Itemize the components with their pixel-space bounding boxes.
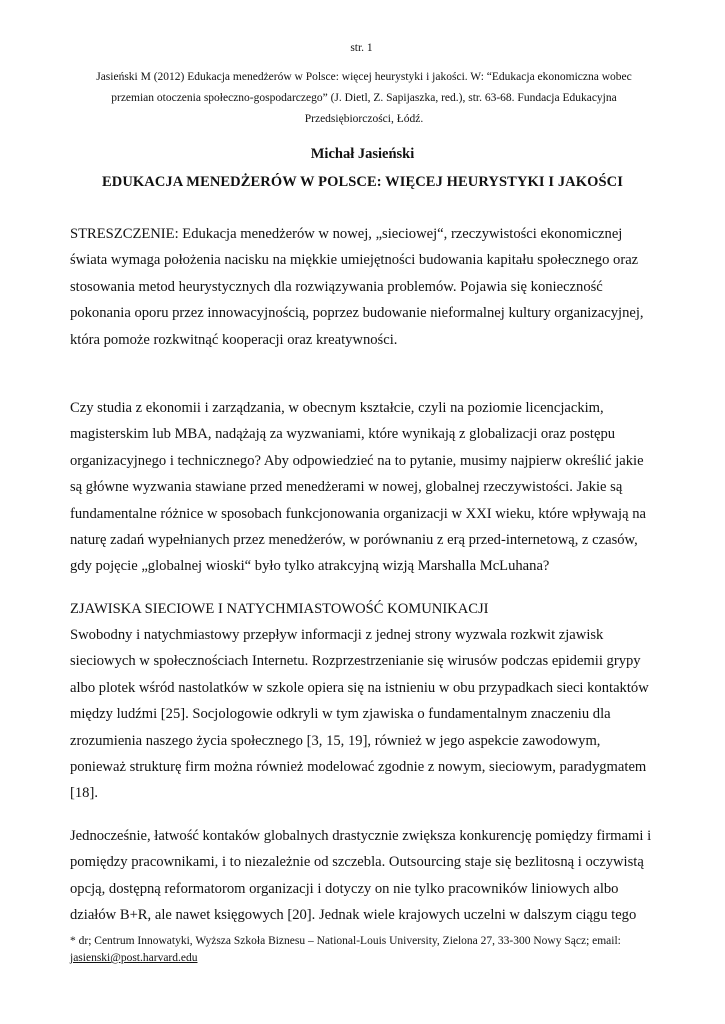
abstract-line: STRESZCZENIE: Edukacja menedżerów w nowej, „sieciowej“, rzeczywistości ekonomicznej [70,226,623,242]
author-name: Michał Jasieński [310,146,415,162]
paragraph-line: albo plotek wśród nastolatków w szkole opiera się na istnieniu w obu przypadkach sieci kontaktów [70,679,649,696]
paragraph-line: gdy pojęcie „globalnej wioski“ było tylko atrakcyjną wizją Marshalla McLuhana? [70,558,550,575]
paragraph-line: Jednocześnie, łatwość kontaków globalnych drastycznie zwiększa konkurencję pomiędzy firmami i [70,828,652,844]
paragraph-line: Czy studia z ekonomii i zarządzania, w obecnym kształcie, czyli na poziomie licencjackim, [70,400,604,416]
page-number [0,42,725,54]
paragraph-line: Swobodny i natychmiastowy przepływ informacji z jednej strony wyzwala rozkwit zjawisk [70,627,604,643]
paragraph-line: sieciowych w społecznościach Internetu. Rozprzestrzenianie się wirusów podczas epidemii grypy [70,653,641,670]
abstract-line: świata wymaga położenia nacisku na miękkie umiejętności budowania kapitału społecznego oraz [70,252,639,269]
paragraph-line: organizacyjnego i technicznego? Aby odpowiedzieć na to pytanie, musimy najpierw określić jakie [70,452,644,469]
paragraph-line: są główne wyzwania stawiane przed menedżerami w nowej, globalnej rzeczywistości. Jakie są [70,479,623,496]
citation-line: Jasieński M (2012) Edukacja menedżerów w Polsce: więcej heurystyki i jakości. W: “Edukacja ekonomiczna wobec [96,71,632,83]
section-heading: ZJAWISKA SIECIOWE I NATYCHMIASTOWOŚĆ KOMUNIKACJI [70,601,489,617]
citation-line: przemian otoczenia społeczno-gospodarczego” (J. Dietl, Z. Sapijaszka, red.), str. 63-68. Fundacja Edukacyjna [111,92,617,104]
paragraph-line: magisterskim lub MBA, nadążają za wyzwaniami, które wynikają z globalizacji oraz postępu [70,426,616,443]
paragraph-line: zrozumienia naszego życia społecznego [3, 15, 19], również w jego aspekcie zawodowym, [70,732,601,749]
section-paragraph-1 [70,622,658,807]
citation [70,67,658,130]
section-paragraph-2 [70,823,658,929]
paragraph-line: działów B+R, ale nawet księgowych [20]. Jednak wiele krajowych uczelni w dalszym ciągu tego [70,907,637,924]
abstract-line: stosowania metod heurystycznych dla rozwiązywania problemów. Pojawia się konieczność [70,278,603,295]
paragraph-line: [18]. [70,785,98,802]
abstract [70,221,658,353]
footnote [70,933,660,967]
intro-paragraph [70,395,658,580]
paragraph-line: opcją, dostępną reformatorom organizacji i dotyczy on nie tylko pracowników liniowych albo [70,880,619,897]
paragraph-line: pomiędzy pracownikami, i to niezależnie od szczebla. Outsourcing staje się bezlitosną i oczywistą [70,854,644,871]
paragraph-line: między ludźmi [25]. Socjologowie odkryli w tym zjawiska o fundamentalnym znaczeniu dla [70,706,611,723]
abstract-line: pokonania oporu przez innowacyjnością, poprzez budowanie nieformalnej kultury organizacyjnej, [70,305,644,322]
page-number-text: str. 1 [350,42,373,54]
paragraph-line: naturę zadań wypełnianych przez menedżerów, w porównaniu z erą przed-internetową, z czasów, [70,532,638,549]
article-title: EDUKACJA MENEDŻERÓW W POLSCE: WIĘCEJ HEURYSTYKI I JAKOŚCI [102,174,623,190]
citation-line: Przedsiębiorczości, Łódź. [304,113,424,125]
footnote-email-link[interactable]: jasienski@post.harvard.edu [70,952,198,964]
footnote-affiliation: * dr; Centrum Innowatyki, Wyższa Szkoła Biznesu – National-Louis University, Zielona 27, 33-300 Nowy Sącz; email: [70,935,621,947]
abstract-line: która pomoże rozkwitnąć kooperacji oraz kreatywności. [70,331,398,348]
paragraph-line: ponieważ strukturę firm można również modelować zgodnie z nowym, sieciowym, paradygmatem [70,759,647,776]
paragraph-line: fundamentalne różnice w sposobach funkcjonowania organizacji w XXI wieku, które wpływają na [70,505,646,522]
